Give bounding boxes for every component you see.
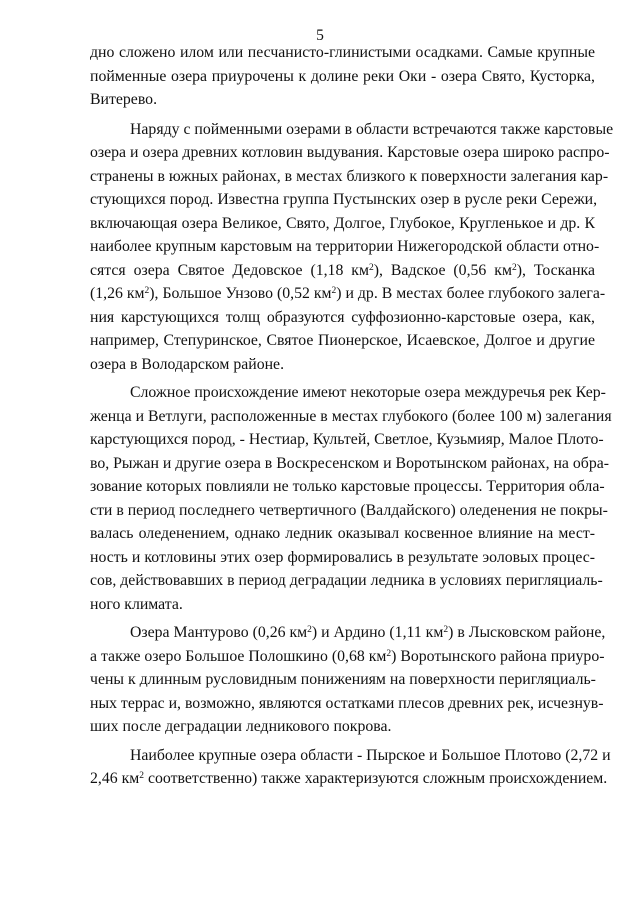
text-line: стующихся пород. Известна группа Пустынских озер в русле реки Сережи, xyxy=(90,191,598,208)
text-line: Витерево. xyxy=(90,91,158,108)
text-line: озера в Володарском районе. xyxy=(90,355,285,373)
text-line: Наиболее крупные озера области - Пырское и Большое Плотово (2,72 и xyxy=(130,746,611,764)
text-line: Озера Мантурово (0,26 $км^2$) и Ардино (1,11 $км^2$) в Лысковском районе, xyxy=(130,624,606,641)
page-number: 5 xyxy=(316,27,324,44)
paragraph xyxy=(90,118,614,377)
text-line: а также озеро Большое Полошкино (0,68 $км^2$) Воротынского района приуро- xyxy=(90,647,605,665)
text-line: сти в период последнего четвертичного (Валдайского) оледенения не покры- xyxy=(90,501,608,519)
text-line: женца и Ветлуги, расположенные в местах глубокого (более 100 м) залегания xyxy=(90,407,612,425)
paragraph xyxy=(90,744,611,791)
paragraph xyxy=(90,621,606,739)
text-line: например, Степуринское, Святое Пионерское, Исаевское, Долгое и другие xyxy=(90,332,595,349)
text-line: карстующихся пород, - Нестиар, Культей, Светлое, Кузьмияр, Малое Плото- xyxy=(90,431,604,448)
text-line: сятся озера Святое Дедовское (1,18 $км^2$), Вадское (0,56 $км^2$), Тосканка xyxy=(90,261,595,279)
text-line: чены к длинным русловидным понижениям на поверхности перигляциаль- xyxy=(90,671,596,688)
text-line: (1,26 $км^2$), Большое Унзово (0,52 $км^2$) и др. В местах более глубокого залега- xyxy=(90,285,606,302)
text-line: озера и озера древних котловин выдувания. Карстовые озера широко распро- xyxy=(90,144,610,161)
text-line: Сложное происхождение имеют некоторые озера междуречья рек Кер- xyxy=(130,384,606,401)
text-line: сов, действовавших в период деградации ледника в условиях перигляциаль- xyxy=(90,572,603,589)
text-line: ность и котловины этих озер формировались в результате эоловых процес- xyxy=(90,548,595,566)
text-line: ных террас и, возможно, являются остатками плесов древних рек, исчезнув- xyxy=(90,694,604,712)
body-text xyxy=(90,41,614,791)
text-line: ного климата. xyxy=(90,595,183,613)
text-line: ния карстующихся толщ образуются суффозионно-карстовые озера, как, xyxy=(90,308,595,326)
text-line: пойменные озера приурочены к долине реки Оки - озера Свято, Кусторка, xyxy=(90,67,595,85)
text-line: включающая озера Великое, Свято, Долгое, Глубокое, Кругленькое и др. К xyxy=(90,214,595,232)
text-line: Наряду с пойменными озерами в области встречаются также карстовые xyxy=(130,120,614,138)
text-line: наиболее крупным карстовым на территории Нижегородской области отно- xyxy=(90,238,600,255)
text-line: странены в южных районах, в местах близкого к поверхности залегания кар- xyxy=(90,167,609,185)
text-line: ших после деградации ледникового покрова. xyxy=(90,718,392,735)
text-line: дно сложено илом или песчанисто-глинистыми осадками. Самые крупные xyxy=(90,44,595,61)
text-line: 2,46 $км^2$ соответственно) также характеризуются сложным происхождением. xyxy=(90,770,608,787)
text-line: во, Рыжан и другие озера в Воскресенском и Воротынском районах, на обра- xyxy=(90,454,609,472)
paragraph xyxy=(90,41,595,112)
text-line: валась оледенением, однако ледник оказывал косвенное влияние на мест- xyxy=(90,525,595,542)
text-line: зование которых повлияли не только карстовые процессы. Территория обла- xyxy=(90,478,605,495)
paragraph xyxy=(90,381,612,616)
